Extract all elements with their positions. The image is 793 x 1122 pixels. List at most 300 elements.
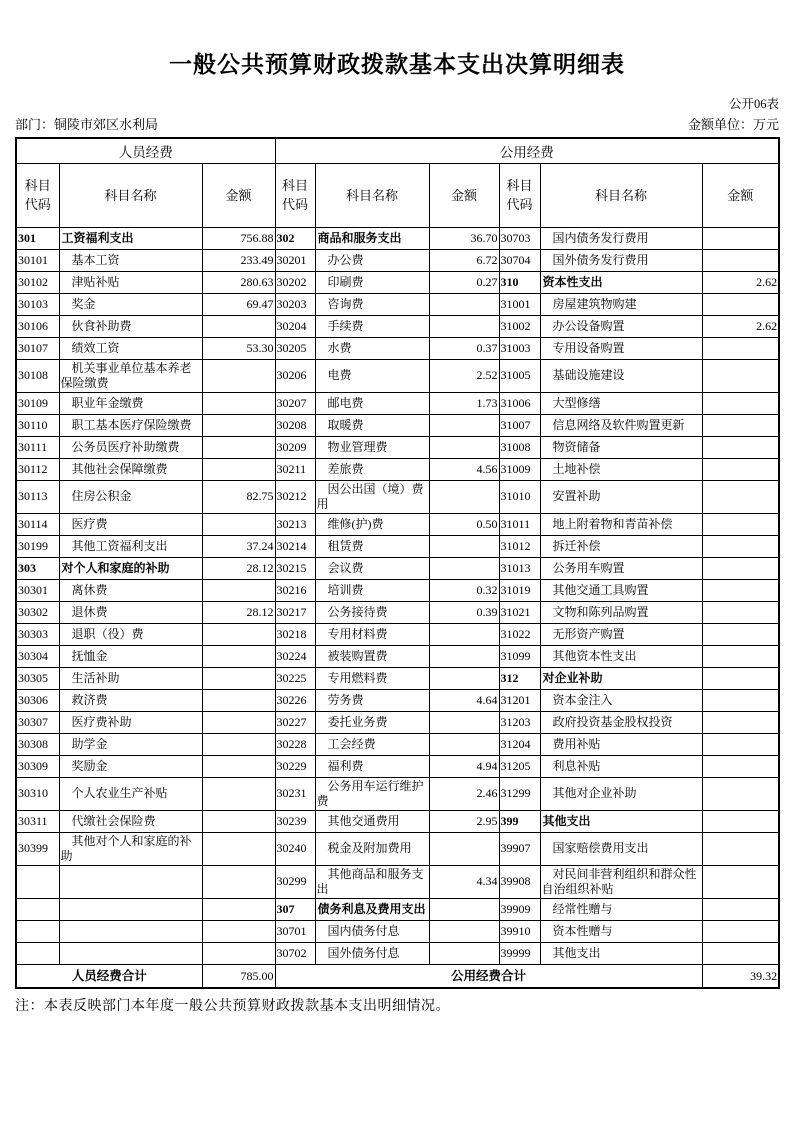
subject-code-cell: 30231 — [275, 777, 315, 810]
subject-code-cell: 39908 — [499, 865, 540, 898]
subject-name-cell: 奖励金 — [59, 755, 202, 777]
amount-cell — [429, 480, 499, 513]
subject-name-cell: 被装购置费 — [315, 645, 429, 667]
subject-code-cell: 312 — [499, 667, 540, 689]
amount-cell — [702, 359, 779, 392]
column-header-amount-3: 金额 — [702, 163, 779, 227]
subject-code-cell: 30309 — [16, 755, 59, 777]
amount-cell — [202, 755, 275, 777]
subject-name-cell: 地上附着物和青苗补偿 — [540, 513, 702, 535]
subject-name-cell: 职业年金缴费 — [59, 392, 202, 414]
table-row — [16, 711, 779, 733]
subject-code-cell — [16, 898, 59, 920]
subject-code-cell: 30102 — [16, 271, 59, 293]
subject-code-cell: 31201 — [499, 689, 540, 711]
subject-name-cell: 代缴社会保险费 — [59, 810, 202, 832]
subject-name-cell: 其他对企业补助 — [540, 777, 702, 810]
subject-code-cell: 30204 — [275, 315, 315, 337]
amount-cell — [202, 623, 275, 645]
amount-cell — [702, 557, 779, 579]
subject-code-cell — [16, 942, 59, 964]
public-total-label: 公用经费合计 — [275, 964, 702, 988]
subject-code-cell: 30108 — [16, 359, 59, 392]
subject-name-cell: 维修(护)费 — [315, 513, 429, 535]
subject-code-cell: 303 — [16, 557, 59, 579]
subject-name-cell: 机关事业单位基本养老保险缴费 — [59, 359, 202, 392]
subject-code-cell: 30225 — [275, 667, 315, 689]
amount-cell: 36.70 — [429, 227, 499, 249]
amount-cell: 37.24 — [202, 535, 275, 557]
amount-cell: 2.62 — [702, 271, 779, 293]
amount-cell — [202, 733, 275, 755]
subject-name-cell: 电费 — [315, 359, 429, 392]
amount-cell — [202, 436, 275, 458]
table-row — [16, 359, 779, 392]
subject-code-cell: 30239 — [275, 810, 315, 832]
table-row — [16, 898, 779, 920]
table-row — [16, 458, 779, 480]
amount-cell — [202, 667, 275, 689]
subject-code-cell: 30218 — [275, 623, 315, 645]
subject-name-cell: 其他支出 — [540, 942, 702, 964]
amount-cell — [702, 513, 779, 535]
subject-name-cell: 福利费 — [315, 755, 429, 777]
table-row — [16, 689, 779, 711]
subject-code-cell: 31099 — [499, 645, 540, 667]
subject-name-cell: 商品和服务支出 — [315, 227, 429, 249]
personnel-total-amount: 785.00 — [202, 964, 275, 988]
subject-code-cell: 30307 — [16, 711, 59, 733]
subject-name-cell: 大型修缮 — [540, 392, 702, 414]
amount-cell: 0.27 — [429, 271, 499, 293]
amount-cell: 756.88 — [202, 227, 275, 249]
subject-name-cell: 拆迁补偿 — [540, 535, 702, 557]
subject-name-cell: 水费 — [315, 337, 429, 359]
subject-code-cell: 310 — [499, 271, 540, 293]
subject-name-cell: 生活补助 — [59, 667, 202, 689]
subject-name-cell: 无形资产购置 — [540, 623, 702, 645]
amount-cell — [202, 711, 275, 733]
subject-code-cell: 31002 — [499, 315, 540, 337]
subject-code-cell: 30305 — [16, 667, 59, 689]
amount-cell — [702, 645, 779, 667]
amount-cell — [702, 337, 779, 359]
subject-code-cell: 31010 — [499, 480, 540, 513]
subject-name-cell — [59, 898, 202, 920]
subject-name-cell: 办公设备购置 — [540, 315, 702, 337]
amount-cell — [702, 579, 779, 601]
subject-code-cell: 30206 — [275, 359, 315, 392]
table-row — [16, 920, 779, 942]
amount-cell: 4.94 — [429, 755, 499, 777]
amount-cell — [202, 579, 275, 601]
table-row — [16, 733, 779, 755]
subject-code-cell: 30114 — [16, 513, 59, 535]
amount-cell — [429, 414, 499, 436]
subject-code-cell: 39910 — [499, 920, 540, 942]
subject-name-cell: 国外债务付息 — [315, 942, 429, 964]
amount-cell — [429, 557, 499, 579]
subject-name-cell: 其他工资福利支出 — [59, 535, 202, 557]
subject-name-cell: 委托业务费 — [315, 711, 429, 733]
subject-name-cell: 伙食补助费 — [59, 315, 202, 337]
subject-name-cell: 公务用车购置 — [540, 557, 702, 579]
amount-cell — [202, 832, 275, 865]
subject-code-cell: 30208 — [275, 414, 315, 436]
amount-cell — [702, 227, 779, 249]
subject-name-cell: 基本工资 — [59, 249, 202, 271]
column-header-amount-2: 金额 — [429, 163, 499, 227]
amount-cell — [429, 711, 499, 733]
amount-cell — [202, 513, 275, 535]
subject-code-cell: 31001 — [499, 293, 540, 315]
amount-cell — [429, 898, 499, 920]
subject-name-cell: 取暖费 — [315, 414, 429, 436]
subject-code-cell: 31205 — [499, 755, 540, 777]
amount-cell: 280.63 — [202, 271, 275, 293]
subject-code-cell: 30703 — [499, 227, 540, 249]
subject-code-cell: 30304 — [16, 645, 59, 667]
subject-name-cell: 资本性赠与 — [540, 920, 702, 942]
subject-code-cell: 30111 — [16, 436, 59, 458]
subject-code-cell: 31007 — [499, 414, 540, 436]
column-header-subject-code-2: 科目代码 — [275, 163, 315, 227]
subject-name-cell: 房屋建筑物购建 — [540, 293, 702, 315]
subject-name-cell: 助学金 — [59, 733, 202, 755]
amount-cell — [202, 458, 275, 480]
subject-code-cell: 39999 — [499, 942, 540, 964]
subject-code-cell: 30228 — [275, 733, 315, 755]
table-head — [16, 138, 779, 227]
table-row — [16, 436, 779, 458]
group-header-personnel-funds: 人员经费 — [16, 138, 275, 163]
subject-code-cell: 30107 — [16, 337, 59, 359]
subject-name-cell: 住房公积金 — [59, 480, 202, 513]
subject-name-cell — [59, 865, 202, 898]
subject-name-cell: 公务用车运行维护费 — [315, 777, 429, 810]
amount-cell: 2.46 — [429, 777, 499, 810]
amount-cell — [202, 315, 275, 337]
subject-name-cell: 差旅费 — [315, 458, 429, 480]
footnote: 注：本表反映部门本年度一般公共预算财政拨款基本支出明细情况。 — [15, 999, 450, 1014]
subject-name-cell: 咨询费 — [315, 293, 429, 315]
amount-cell — [202, 392, 275, 414]
subject-name-cell: 奖金 — [59, 293, 202, 315]
subject-name-cell: 印刷费 — [315, 271, 429, 293]
subject-code-cell: 399 — [499, 810, 540, 832]
amount-cell — [429, 623, 499, 645]
subject-code-cell: 301 — [16, 227, 59, 249]
amount-cell — [202, 920, 275, 942]
amount-cell — [702, 832, 779, 865]
subject-name-cell: 基础设施建设 — [540, 359, 702, 392]
subject-code-cell: 307 — [275, 898, 315, 920]
amount-cell: 0.37 — [429, 337, 499, 359]
subject-code-cell: 30202 — [275, 271, 315, 293]
subject-name-cell: 退休费 — [59, 601, 202, 623]
amount-cell — [702, 920, 779, 942]
amount-cell — [702, 535, 779, 557]
subject-name-cell: 经常性赠与 — [540, 898, 702, 920]
amount-cell — [702, 733, 779, 755]
table-row — [16, 227, 779, 249]
subject-name-cell: 资本性支出 — [540, 271, 702, 293]
subject-name-cell: 对企业补助 — [540, 667, 702, 689]
subject-name-cell: 其他交通工具购置 — [540, 579, 702, 601]
amount-cell — [702, 601, 779, 623]
amount-cell — [202, 414, 275, 436]
subject-name-cell: 个人农业生产补贴 — [59, 777, 202, 810]
table-row — [16, 623, 779, 645]
subject-name-cell: 物资储备 — [540, 436, 702, 458]
subject-name-cell: 税金及附加费用 — [315, 832, 429, 865]
column-header-subject-name-3: 科目名称 — [540, 163, 702, 227]
subject-code-cell: 30306 — [16, 689, 59, 711]
amount-cell: 0.39 — [429, 601, 499, 623]
subject-name-cell: 租赁费 — [315, 535, 429, 557]
subject-code-cell: 30211 — [275, 458, 315, 480]
table-row — [16, 337, 779, 359]
subject-code-cell: 30229 — [275, 755, 315, 777]
subject-code-cell: 30399 — [16, 832, 59, 865]
amount-cell: 4.56 — [429, 458, 499, 480]
amount-cell — [702, 249, 779, 271]
subject-code-cell: 31006 — [499, 392, 540, 414]
subject-name-cell: 国内债务付息 — [315, 920, 429, 942]
table-row — [16, 777, 779, 810]
subject-code-cell: 30214 — [275, 535, 315, 557]
amount-cell — [702, 667, 779, 689]
table-row — [16, 271, 779, 293]
amount-cell — [702, 392, 779, 414]
table-row — [16, 579, 779, 601]
meta-line — [15, 116, 779, 134]
amount-cell — [429, 733, 499, 755]
column-header-amount-1: 金额 — [202, 163, 275, 227]
subject-name-cell: 培训费 — [315, 579, 429, 601]
subject-name-cell: 职工基本医疗保险缴费 — [59, 414, 202, 436]
subject-code-cell: 30103 — [16, 293, 59, 315]
subject-code-cell: 31299 — [499, 777, 540, 810]
table-row — [16, 601, 779, 623]
amount-cell — [429, 645, 499, 667]
subject-name-cell: 其他资本性支出 — [540, 645, 702, 667]
subject-code-cell: 30227 — [275, 711, 315, 733]
unit-label: 金额单位：万元 — [687, 117, 779, 132]
amount-cell — [702, 898, 779, 920]
subject-code-cell: 39909 — [499, 898, 540, 920]
table-row — [16, 315, 779, 337]
subject-name-cell: 办公费 — [315, 249, 429, 271]
subject-name-cell — [59, 942, 202, 964]
table-row — [16, 513, 779, 535]
subject-code-cell: 30308 — [16, 733, 59, 755]
group-header-row — [16, 138, 779, 163]
subject-code-cell: 30226 — [275, 689, 315, 711]
table-row — [16, 755, 779, 777]
amount-cell: 69.47 — [202, 293, 275, 315]
group-header-public-funds: 公用经费 — [275, 138, 779, 163]
subject-code-cell: 30299 — [275, 865, 315, 898]
subject-code-cell: 31022 — [499, 623, 540, 645]
subject-name-cell: 救济费 — [59, 689, 202, 711]
amount-cell: 28.12 — [202, 601, 275, 623]
subject-name-cell: 工会经费 — [315, 733, 429, 755]
subject-code-cell: 30109 — [16, 392, 59, 414]
amount-cell: 53.30 — [202, 337, 275, 359]
subject-name-cell: 医疗费补助 — [59, 711, 202, 733]
subject-name-cell: 专用设备购置 — [540, 337, 702, 359]
amount-cell: 6.72 — [429, 249, 499, 271]
amount-cell — [702, 623, 779, 645]
subject-code-cell: 31003 — [499, 337, 540, 359]
subject-name-cell: 文物和陈列品购置 — [540, 601, 702, 623]
column-header-subject-code-1: 科目代码 — [16, 163, 59, 227]
subject-code-cell: 30216 — [275, 579, 315, 601]
subject-code-cell: 31012 — [499, 535, 540, 557]
subject-code-cell: 30704 — [499, 249, 540, 271]
table-row — [16, 942, 779, 964]
amount-cell — [429, 315, 499, 337]
subject-code-cell: 30701 — [275, 920, 315, 942]
amount-cell: 0.50 — [429, 513, 499, 535]
subject-name-cell: 其他对个人和家庭的补助 — [59, 832, 202, 865]
personnel-total-label: 人员经费合计 — [16, 964, 202, 988]
amount-cell — [702, 865, 779, 898]
subject-name-cell: 离休费 — [59, 579, 202, 601]
subject-name-cell: 其他支出 — [540, 810, 702, 832]
amount-cell: 1.73 — [429, 392, 499, 414]
table-row — [16, 249, 779, 271]
subject-code-cell: 30303 — [16, 623, 59, 645]
subject-name-cell: 因公出国（境）费用 — [315, 480, 429, 513]
subject-code-cell: 31204 — [499, 733, 540, 755]
public-total-amount: 39.32 — [702, 964, 779, 988]
subject-code-cell: 31019 — [499, 579, 540, 601]
amount-cell — [202, 810, 275, 832]
amount-cell: 2.62 — [702, 315, 779, 337]
subject-code-cell: 31013 — [499, 557, 540, 579]
column-header-row — [16, 163, 779, 227]
subject-name-cell: 其他社会保障缴费 — [59, 458, 202, 480]
subject-name-cell: 邮电费 — [315, 392, 429, 414]
table-row — [16, 810, 779, 832]
amount-cell — [702, 458, 779, 480]
subject-code-cell: 30106 — [16, 315, 59, 337]
subject-name-cell: 手续费 — [315, 315, 429, 337]
table-row — [16, 480, 779, 513]
subject-code-cell: 30302 — [16, 601, 59, 623]
subject-name-cell: 抚恤金 — [59, 645, 202, 667]
amount-cell — [702, 689, 779, 711]
amount-cell — [702, 414, 779, 436]
column-header-subject-name-1: 科目名称 — [59, 163, 202, 227]
subject-code-cell: 31009 — [499, 458, 540, 480]
subject-name-cell: 退职（役）费 — [59, 623, 202, 645]
amount-cell — [429, 667, 499, 689]
table-row — [16, 865, 779, 898]
subject-code-cell: 31008 — [499, 436, 540, 458]
subject-name-cell: 政府投资基金股权投资 — [540, 711, 702, 733]
totals-row — [16, 964, 779, 988]
subject-code-cell: 30207 — [275, 392, 315, 414]
amount-cell — [202, 942, 275, 964]
amount-cell — [202, 689, 275, 711]
amount-cell — [429, 293, 499, 315]
subject-code-cell — [16, 865, 59, 898]
amount-cell: 4.34 — [429, 865, 499, 898]
amount-cell: 4.64 — [429, 689, 499, 711]
page-title: 一般公共预算财政拨款基本支出决算明细表 — [169, 51, 625, 77]
subject-code-cell: 30212 — [275, 480, 315, 513]
amount-cell — [702, 810, 779, 832]
subject-code-cell: 39907 — [499, 832, 540, 865]
table-row — [16, 392, 779, 414]
amount-cell — [702, 293, 779, 315]
subject-code-cell: 30203 — [275, 293, 315, 315]
subject-code-cell: 30217 — [275, 601, 315, 623]
subject-code-cell: 30311 — [16, 810, 59, 832]
subject-name-cell: 信息网络及软件购置更新 — [540, 414, 702, 436]
subject-name-cell: 物业管理费 — [315, 436, 429, 458]
subject-name-cell: 工资福利支出 — [59, 227, 202, 249]
amount-cell — [429, 535, 499, 557]
subject-name-cell: 安置补助 — [540, 480, 702, 513]
column-header-subject-name-2: 科目名称 — [315, 163, 429, 227]
subject-code-cell: 30301 — [16, 579, 59, 601]
subject-name-cell: 会议费 — [315, 557, 429, 579]
amount-cell: 2.95 — [429, 810, 499, 832]
amount-cell — [202, 898, 275, 920]
subject-code-cell — [16, 920, 59, 942]
subject-code-cell: 30209 — [275, 436, 315, 458]
subject-code-cell: 30113 — [16, 480, 59, 513]
amount-cell: 0.32 — [429, 579, 499, 601]
amount-cell — [702, 755, 779, 777]
subject-name-cell: 土地补偿 — [540, 458, 702, 480]
amount-cell — [429, 942, 499, 964]
subject-name-cell: 国内债务发行费用 — [540, 227, 702, 249]
amount-cell: 82.75 — [202, 480, 275, 513]
department-label: 部门：铜陵市郊区水利局 — [15, 117, 159, 132]
table-row — [16, 535, 779, 557]
subject-code-cell: 30240 — [275, 832, 315, 865]
amount-cell — [702, 942, 779, 964]
amount-cell — [202, 777, 275, 810]
amount-cell — [202, 645, 275, 667]
subject-name-cell: 国家赔偿费用支出 — [540, 832, 702, 865]
table-row — [16, 667, 779, 689]
amount-cell — [202, 359, 275, 392]
subject-name-cell: 其他交通费用 — [315, 810, 429, 832]
subject-name-cell: 医疗费 — [59, 513, 202, 535]
subject-name-cell: 债务利息及费用支出 — [315, 898, 429, 920]
subject-name-cell: 对民间非营利组织和群众性自治组织补贴 — [540, 865, 702, 898]
subject-code-cell: 31203 — [499, 711, 540, 733]
subject-code-cell: 302 — [275, 227, 315, 249]
subject-code-cell: 31005 — [499, 359, 540, 392]
subject-code-cell: 30702 — [275, 942, 315, 964]
subject-name-cell: 公务员医疗补助缴费 — [59, 436, 202, 458]
table-row — [16, 832, 779, 865]
amount-cell — [429, 920, 499, 942]
table-row — [16, 645, 779, 667]
amount-cell — [202, 865, 275, 898]
subject-code-cell: 30199 — [16, 535, 59, 557]
subject-name-cell: 专用材料费 — [315, 623, 429, 645]
subject-name-cell: 费用补贴 — [540, 733, 702, 755]
form-number-label: 公开06表 — [728, 97, 779, 111]
